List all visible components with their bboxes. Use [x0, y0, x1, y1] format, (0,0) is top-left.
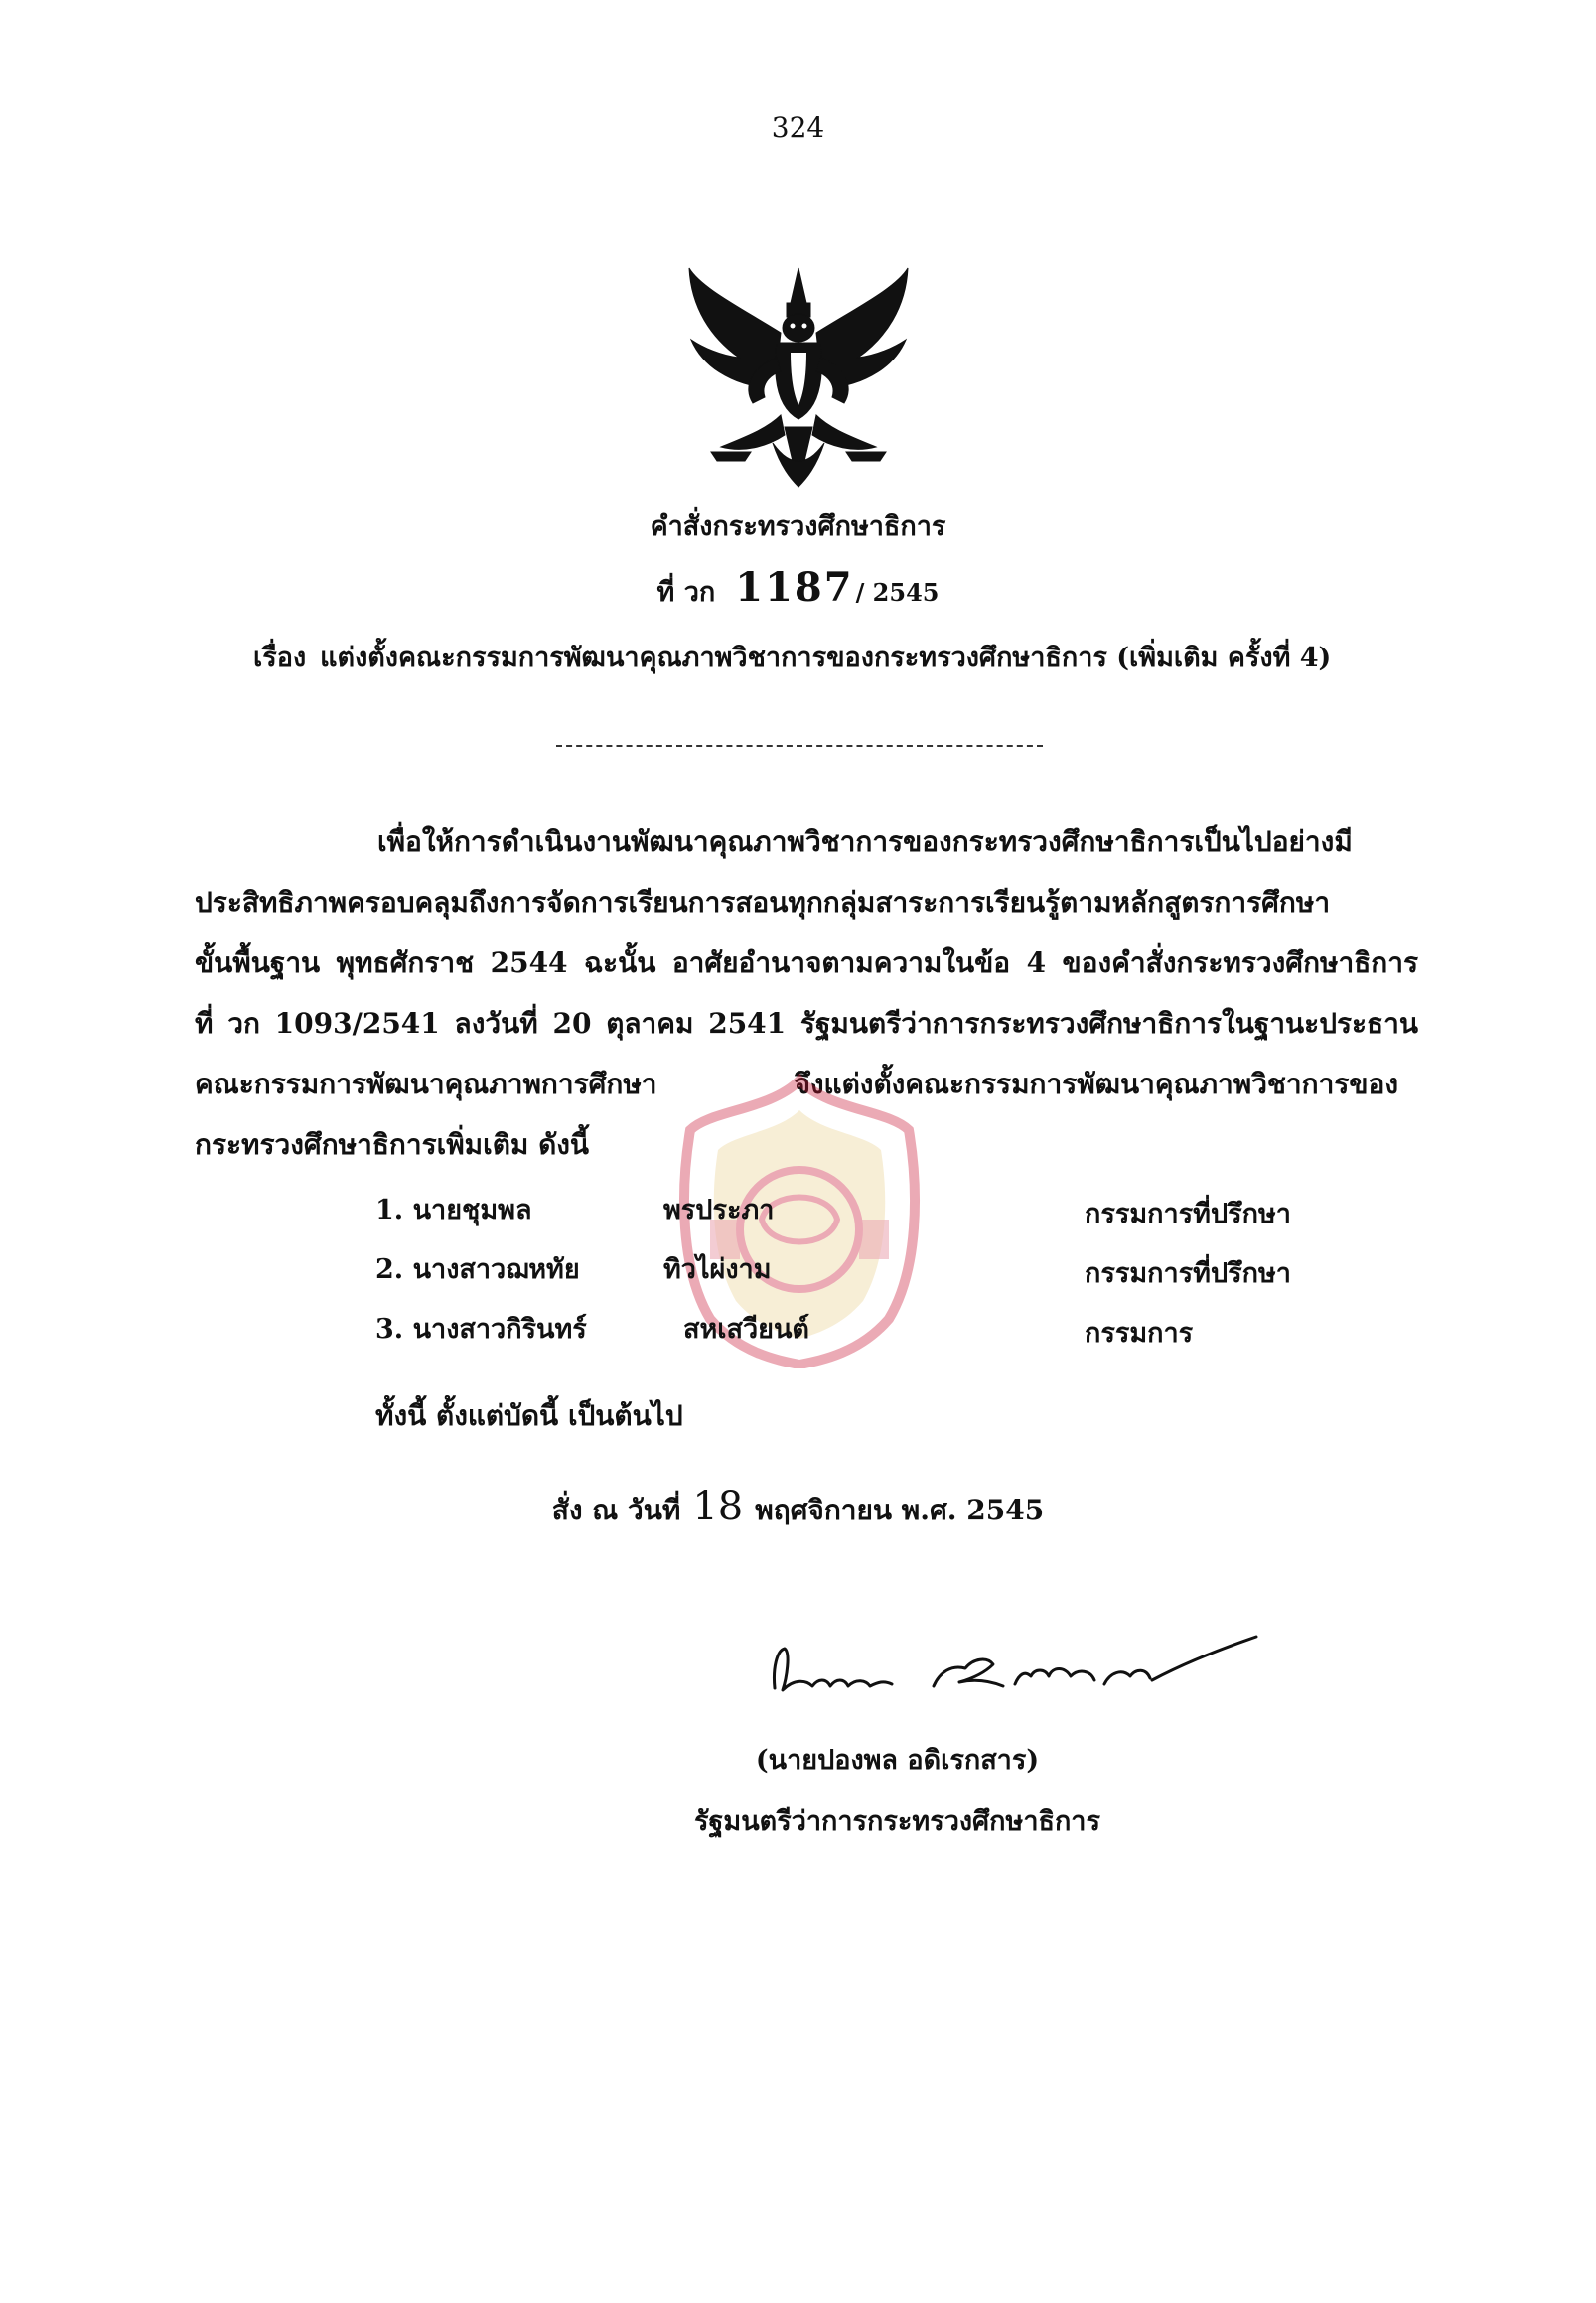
signer-title: รัฐมนตรีว่าการกระทรวงศึกษาธิการ	[694, 1806, 1100, 1837]
effective-statement: ทั้งนี้ ตั้งแต่บัดนี้ เป็นต้นไป	[375, 1399, 683, 1432]
member-name: 2. นางสาวฌหทัย	[375, 1254, 580, 1285]
signer-name: (นายปองพล อดิเรกสาร)	[755, 1745, 1040, 1776]
body-line: ขั้นพื้นฐาน พุทธศักราช 2544 ฉะนั้น อาศัยอำนาจตามความในข้อ 4 ของคำสั่งกระทรวงศึกษาธิการ	[195, 946, 1418, 979]
page-number: 324	[771, 111, 825, 144]
order-date	[0, 1484, 1596, 1532]
member-role: กรรมการ	[1085, 1318, 1194, 1349]
body-line: ประสิทธิภาพครอบคลุมถึงการจัดการเรียนการสอนทุกกลุ่มสาระการเรียนรู้ตามหลักสูตรการศึกษา	[195, 886, 1331, 919]
order-date-day: 18	[692, 1484, 744, 1529]
order-date-suffix: พฤศจิกายน พ.ศ. 2545	[755, 1494, 1045, 1526]
handwritten-signature-icon	[755, 1629, 1271, 1718]
garuda-emblem-icon	[681, 248, 916, 497]
member-name: 3. นางสาวกิรินทร์	[375, 1314, 587, 1345]
subject-label: เรื่อง	[253, 643, 307, 673]
dashed-divider	[556, 745, 1043, 747]
subject-text: แต่งตั้งคณะกรรมการพัฒนาคุณภาพวิชาการของกระทรวงศึกษาธิการ (เพิ่มเติม ครั้งที่ 4)	[320, 643, 1332, 673]
member-role: กรรมการที่ปรึกษา	[1085, 1199, 1291, 1229]
body-line: เพื่อให้การดำเนินงานพัฒนาคุณภาพวิชาการของกระทรวงศึกษาธิการเป็นไปอย่างมี	[377, 825, 1353, 858]
member-role: กรรมการที่ปรึกษา	[1085, 1258, 1291, 1289]
order-number-year: / 2545	[855, 578, 940, 607]
order-number-prefix: ที่ วก	[656, 577, 716, 608]
body-line: กระทรวงศึกษาธิการเพิ่มเติม ดังนี้	[195, 1128, 590, 1161]
member-surname: พรประภา	[663, 1195, 775, 1225]
order-title: คำสั่งกระทรวงศึกษาธิการ	[650, 511, 946, 542]
member-name: 1. นายชุมพล	[375, 1195, 532, 1225]
body-line: ที่ วก 1093/2541 ลงวันที่ 20 ตุลาคม 2541 รัฐมนตรีว่าการกระทรวงศึกษาธิการในฐานะประธาน	[195, 1007, 1418, 1040]
order-date-prefix: สั่ง ณ วันที่	[551, 1494, 681, 1526]
member-surname: ทิวไผ่งาม	[663, 1254, 772, 1285]
order-subject	[253, 636, 1385, 678]
order-number-value: 1187	[735, 564, 854, 611]
body-line: คณะกรรมการพัฒนาคุณภาพการศึกษา จึงแต่งตั้งคณะกรรมการพัฒนาคุณภาพวิชาการของ	[195, 1068, 1398, 1100]
order-number	[0, 564, 1596, 613]
member-surname: สหเสวียนต์	[683, 1314, 809, 1345]
